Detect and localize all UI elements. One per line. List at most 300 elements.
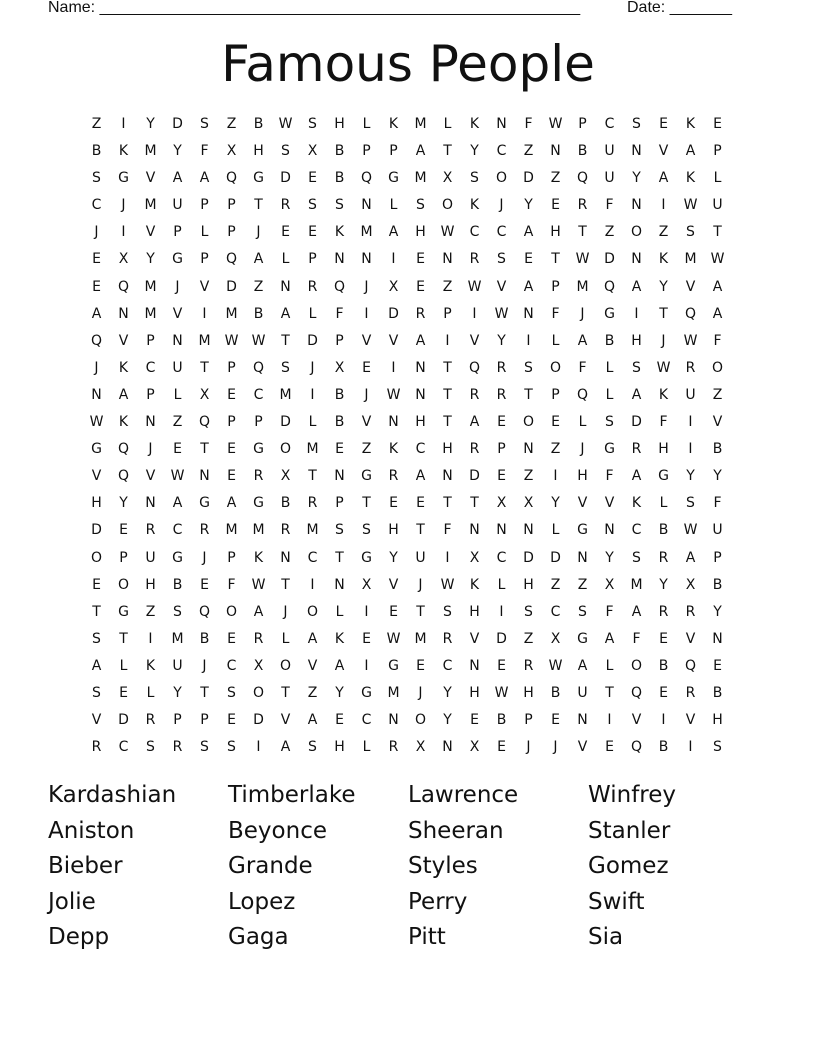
grid-letter: N bbox=[523, 522, 534, 539]
grid-letter: Q bbox=[576, 386, 589, 403]
grid-letter: R bbox=[145, 712, 156, 729]
grid-letter: M bbox=[306, 522, 319, 539]
grid-letter: S bbox=[146, 739, 155, 756]
grid-letter: W bbox=[683, 332, 698, 349]
grid-letter: X bbox=[118, 251, 129, 268]
grid-letter: B bbox=[712, 576, 723, 593]
grid-letter: T bbox=[443, 386, 452, 403]
grid-letter: V bbox=[577, 495, 588, 512]
grid-letter: E bbox=[416, 278, 425, 295]
grid-letter: G bbox=[253, 170, 264, 187]
grid-letter: Q bbox=[117, 278, 130, 295]
grid-letter: J bbox=[499, 197, 504, 214]
grid-letter: M bbox=[684, 251, 697, 268]
grid-letter: A bbox=[388, 224, 399, 241]
grid-letter: N bbox=[334, 251, 345, 268]
grid-letter: N bbox=[361, 197, 372, 214]
grid-letter: S bbox=[632, 116, 641, 132]
grid-letter: S bbox=[416, 197, 425, 214]
grid-letter: E bbox=[362, 630, 371, 647]
grid-letter: R bbox=[658, 549, 669, 566]
grid-letter: F bbox=[200, 143, 209, 160]
grid-letter: L bbox=[335, 603, 344, 620]
grid-letter: U bbox=[712, 197, 723, 214]
grid-letter: S bbox=[92, 170, 101, 187]
grid-letter: Y bbox=[713, 468, 722, 485]
grid-letter: Z bbox=[658, 224, 669, 241]
grid-letter: A bbox=[523, 224, 534, 241]
grid-letter: I bbox=[310, 386, 315, 403]
grid-letter: E bbox=[227, 441, 236, 458]
grid-letter: M bbox=[144, 278, 157, 295]
page-title: Famous People bbox=[221, 35, 595, 93]
grid-letter: W bbox=[251, 332, 266, 349]
grid-letter: P bbox=[200, 251, 209, 268]
grid-letter: R bbox=[307, 278, 318, 295]
grid-letter: P bbox=[146, 332, 155, 349]
grid-letter: N bbox=[199, 468, 210, 485]
grid-letter: N bbox=[442, 739, 453, 756]
grid-letter: Z bbox=[523, 143, 534, 160]
grid-letter: E bbox=[173, 441, 182, 458]
grid-letter: N bbox=[361, 251, 372, 268]
grid-letter: U bbox=[172, 197, 183, 214]
grid-letter: M bbox=[252, 522, 265, 539]
grid-letter: K bbox=[388, 116, 399, 132]
grid-letter: B bbox=[91, 143, 102, 160]
grid-letter: V bbox=[388, 332, 399, 349]
grid-letter: E bbox=[524, 251, 533, 268]
grid-letter: V bbox=[496, 278, 507, 295]
grid-letter: Q bbox=[225, 170, 238, 187]
grid-letter: W bbox=[440, 224, 455, 241]
grid-letter: D bbox=[280, 414, 291, 431]
grid-letter: Z bbox=[442, 278, 453, 295]
grid-letter: N bbox=[496, 522, 507, 539]
grid-letter: R bbox=[91, 739, 102, 756]
grid-letter: L bbox=[551, 332, 560, 349]
grid-letter: L bbox=[200, 224, 209, 241]
grid-letter: B bbox=[658, 739, 669, 756]
grid-letter: V bbox=[172, 305, 183, 322]
grid-letter: I bbox=[499, 603, 504, 620]
grid-letter: P bbox=[227, 414, 236, 431]
grid-letter: H bbox=[577, 468, 588, 485]
grid-letter: X bbox=[253, 657, 264, 674]
grid-letter: F bbox=[605, 603, 614, 620]
grid-letter: G bbox=[361, 684, 372, 701]
grid-letter: E bbox=[416, 495, 425, 512]
grid-letter: E bbox=[92, 251, 101, 268]
grid-letter: R bbox=[496, 386, 507, 403]
grid-letter: N bbox=[388, 712, 399, 729]
letter-grid bbox=[83, 111, 731, 761]
grid-letter: E bbox=[92, 576, 101, 593]
grid-letter: A bbox=[712, 278, 723, 295]
grid-letter: I bbox=[364, 603, 369, 620]
grid-letter: D bbox=[388, 305, 399, 322]
word-list-item: Bieber bbox=[48, 853, 123, 880]
grid-letter: R bbox=[523, 657, 534, 674]
grid-letter: C bbox=[361, 712, 372, 729]
grid-letter: L bbox=[119, 657, 128, 674]
grid-letter: G bbox=[388, 170, 399, 187]
grid-letter: V bbox=[91, 712, 102, 729]
grid-letter: A bbox=[631, 386, 642, 403]
grid-letter: T bbox=[362, 495, 371, 512]
grid-letter: Y bbox=[497, 332, 506, 349]
grid-letter: Y bbox=[173, 143, 182, 160]
grid-letter: J bbox=[121, 197, 126, 214]
grid-letter: P bbox=[308, 251, 317, 268]
grid-letter: W bbox=[386, 630, 401, 647]
word-list-item: Winfrey bbox=[588, 782, 677, 808]
grid-letter: E bbox=[659, 116, 668, 132]
grid-letter: X bbox=[307, 143, 318, 160]
grid-letter: R bbox=[415, 305, 426, 322]
grid-letter: R bbox=[685, 603, 696, 620]
word-list-item: Gaga bbox=[228, 924, 289, 951]
grid-letter: S bbox=[281, 143, 290, 160]
grid-letter: S bbox=[632, 549, 641, 566]
grid-letter: S bbox=[632, 359, 641, 376]
grid-letter: F bbox=[605, 197, 614, 214]
grid-letter: V bbox=[469, 332, 480, 349]
grid-letter: W bbox=[440, 576, 455, 593]
grid-letter: A bbox=[469, 414, 480, 431]
grid-letter: F bbox=[713, 332, 722, 349]
grid-letter: P bbox=[335, 495, 344, 512]
grid-letter: C bbox=[631, 522, 642, 539]
grid-letter: Y bbox=[335, 684, 344, 701]
grid-letter: T bbox=[308, 468, 317, 485]
grid-letter: H bbox=[523, 684, 534, 701]
grid-letter: F bbox=[632, 630, 641, 647]
grid-letter: Z bbox=[577, 576, 588, 593]
grid-letter: H bbox=[334, 116, 345, 132]
grid-letter: O bbox=[630, 224, 643, 241]
grid-letter: N bbox=[145, 495, 156, 512]
grid-letter: K bbox=[334, 224, 345, 241]
grid-letter: L bbox=[389, 197, 398, 214]
grid-letter: Z bbox=[145, 603, 156, 620]
grid-letter: A bbox=[415, 332, 426, 349]
grid-letter: N bbox=[469, 657, 480, 674]
grid-letter: Q bbox=[198, 603, 211, 620]
grid-letter: S bbox=[227, 739, 236, 756]
grid-letter: J bbox=[175, 278, 180, 295]
grid-letter: E bbox=[470, 712, 479, 729]
grid-letter: D bbox=[253, 712, 264, 729]
grid-letter: E bbox=[389, 603, 398, 620]
grid-letter: N bbox=[604, 522, 615, 539]
grid-letter: R bbox=[469, 441, 480, 458]
grid-letter: W bbox=[170, 468, 185, 485]
grid-letter: H bbox=[712, 712, 723, 729]
grid-letter: O bbox=[495, 170, 508, 187]
grid-letter: E bbox=[551, 712, 560, 729]
grid-letter: I bbox=[364, 305, 369, 322]
grid-letter: P bbox=[227, 224, 236, 241]
grid-letter: P bbox=[254, 414, 263, 431]
grid-letter: E bbox=[659, 684, 668, 701]
grid-letter: O bbox=[252, 684, 265, 701]
grid-letter: E bbox=[389, 495, 398, 512]
grid-letter: N bbox=[631, 197, 642, 214]
grid-letter: Q bbox=[684, 305, 697, 322]
grid-letter: Y bbox=[443, 684, 452, 701]
grid-letter: H bbox=[631, 332, 642, 349]
grid-letter: G bbox=[577, 630, 588, 647]
grid-letter: W bbox=[683, 197, 698, 214]
grid-letter: W bbox=[710, 251, 725, 268]
grid-letter: K bbox=[685, 170, 696, 187]
grid-letter: V bbox=[685, 712, 696, 729]
word-list-item: Beyonce bbox=[228, 817, 327, 844]
grid-letter: A bbox=[253, 251, 264, 268]
grid-letter: W bbox=[548, 657, 563, 674]
grid-letter: Y bbox=[605, 549, 614, 566]
grid-letter: N bbox=[118, 305, 129, 322]
grid-letter: T bbox=[605, 684, 614, 701]
grid-letter: J bbox=[661, 332, 666, 349]
grid-letter: V bbox=[118, 332, 129, 349]
grid-letter: P bbox=[551, 386, 560, 403]
word-list-item: Gomez bbox=[588, 853, 669, 880]
grid-letter: U bbox=[172, 657, 183, 674]
word-list bbox=[48, 778, 768, 956]
grid-letter: X bbox=[226, 143, 237, 160]
grid-letter: S bbox=[308, 197, 317, 214]
grid-letter: U bbox=[577, 684, 588, 701]
grid-letter: C bbox=[550, 603, 561, 620]
grid-letter: W bbox=[548, 116, 563, 132]
grid-letter: R bbox=[253, 468, 264, 485]
grid-letter: P bbox=[578, 116, 587, 132]
grid-letter: A bbox=[91, 657, 102, 674]
word-list-item: Sia bbox=[588, 924, 624, 951]
grid-letter: D bbox=[307, 332, 318, 349]
grid-letter: T bbox=[92, 603, 101, 620]
grid-letter: Y bbox=[146, 116, 155, 132]
grid-letter: Y bbox=[389, 549, 398, 566]
grid-letter: L bbox=[146, 684, 155, 701]
grid-letter: M bbox=[225, 305, 238, 322]
grid-letter: J bbox=[148, 441, 153, 458]
grid-letter: N bbox=[631, 251, 642, 268]
grid-letter: Z bbox=[523, 630, 534, 647]
grid-letter: I bbox=[607, 712, 612, 729]
grid-letter: E bbox=[200, 576, 209, 593]
grid-letter: N bbox=[523, 305, 534, 322]
grid-letter: V bbox=[361, 414, 372, 431]
grid-letter: E bbox=[308, 224, 317, 241]
grid-letter: E bbox=[281, 224, 290, 241]
grid-letter: T bbox=[713, 224, 722, 241]
grid-letter: V bbox=[199, 278, 210, 295]
grid-letter: Q bbox=[252, 359, 265, 376]
grid-letter: K bbox=[658, 251, 669, 268]
grid-letter: S bbox=[686, 495, 695, 512]
grid-letter: B bbox=[577, 143, 588, 160]
grid-letter: I bbox=[391, 251, 396, 268]
grid-letter: I bbox=[445, 332, 450, 349]
grid-letter: G bbox=[361, 468, 372, 485]
grid-letter: J bbox=[94, 224, 99, 241]
grid-letter: D bbox=[226, 278, 237, 295]
grid-letter: N bbox=[577, 549, 588, 566]
grid-letter: K bbox=[469, 116, 480, 132]
grid-letter: K bbox=[631, 495, 642, 512]
grid-letter: R bbox=[469, 251, 480, 268]
grid-letter: S bbox=[524, 359, 533, 376]
grid-letter: K bbox=[685, 116, 696, 132]
grid-letter: W bbox=[278, 116, 293, 132]
grid-letter: H bbox=[658, 441, 669, 458]
grid-letter: G bbox=[172, 549, 183, 566]
grid-letter: R bbox=[658, 603, 669, 620]
grid-letter: A bbox=[604, 630, 615, 647]
grid-letter: I bbox=[526, 332, 531, 349]
grid-letter: N bbox=[442, 251, 453, 268]
grid-letter: T bbox=[443, 414, 452, 431]
grid-letter: C bbox=[307, 549, 318, 566]
grid-letter: A bbox=[172, 495, 183, 512]
grid-letter: N bbox=[577, 712, 588, 729]
grid-letter: Z bbox=[550, 576, 561, 593]
grid-letter: U bbox=[685, 386, 696, 403]
grid-letter: H bbox=[550, 224, 561, 241]
grid-letter: V bbox=[145, 468, 156, 485]
grid-letter: S bbox=[605, 414, 614, 431]
grid-letter: M bbox=[144, 197, 157, 214]
grid-letter: L bbox=[362, 739, 371, 756]
grid-letter: O bbox=[414, 712, 427, 729]
word-list-item: Pitt bbox=[408, 924, 446, 951]
grid-letter: J bbox=[94, 359, 99, 376]
word-list-item: Styles bbox=[408, 853, 478, 880]
grid-letter: I bbox=[121, 224, 126, 241]
grid-letter: Z bbox=[523, 468, 534, 485]
grid-letter: G bbox=[253, 441, 264, 458]
grid-letter: M bbox=[171, 630, 184, 647]
grid-letter: A bbox=[631, 603, 642, 620]
grid-letter: Z bbox=[172, 414, 183, 431]
grid-letter: S bbox=[227, 684, 236, 701]
grid-letter: A bbox=[280, 305, 291, 322]
grid-letter: Q bbox=[225, 251, 238, 268]
grid-letter: H bbox=[469, 603, 480, 620]
grid-letter: U bbox=[145, 549, 156, 566]
grid-letter: I bbox=[661, 712, 666, 729]
grid-letter: Q bbox=[684, 657, 697, 674]
grid-letter: B bbox=[172, 576, 183, 593]
grid-letter: W bbox=[575, 251, 590, 268]
grid-letter: L bbox=[605, 657, 614, 674]
grid-letter: P bbox=[200, 712, 209, 729]
grid-letter: Y bbox=[524, 197, 533, 214]
grid-letter: T bbox=[443, 495, 452, 512]
grid-letter: Y bbox=[119, 495, 128, 512]
grid-letter: Z bbox=[361, 441, 372, 458]
grid-letter: X bbox=[469, 549, 480, 566]
grid-letter: B bbox=[712, 684, 723, 701]
grid-letter: E bbox=[497, 739, 506, 756]
grid-letter: P bbox=[713, 143, 722, 160]
grid-letter: V bbox=[361, 332, 372, 349]
grid-letter: B bbox=[658, 657, 669, 674]
grid-letter: J bbox=[580, 305, 585, 322]
grid-letter: S bbox=[308, 739, 317, 756]
grid-letter: A bbox=[577, 657, 588, 674]
grid-letter: B bbox=[496, 712, 507, 729]
grid-letter: T bbox=[416, 603, 425, 620]
grid-letter: S bbox=[362, 522, 371, 539]
grid-letter: I bbox=[472, 305, 477, 322]
grid-letter: A bbox=[685, 549, 696, 566]
grid-letter: Z bbox=[91, 116, 102, 132]
grid-letter: B bbox=[658, 522, 669, 539]
grid-letter: V bbox=[145, 170, 156, 187]
grid-letter: F bbox=[605, 468, 614, 485]
grid-letter: K bbox=[658, 386, 669, 403]
grid-letter: B bbox=[253, 305, 264, 322]
grid-letter: O bbox=[711, 359, 724, 376]
grid-letter: X bbox=[361, 576, 372, 593]
grid-letter: G bbox=[91, 441, 102, 458]
grid-letter: I bbox=[310, 576, 315, 593]
grid-letter: P bbox=[389, 143, 398, 160]
grid-letter: J bbox=[202, 657, 207, 674]
grid-letter: P bbox=[524, 712, 533, 729]
grid-letter: B bbox=[253, 116, 264, 132]
word-list-item: Kardashian bbox=[48, 782, 177, 808]
grid-letter: N bbox=[388, 414, 399, 431]
grid-letter: T bbox=[254, 197, 263, 214]
word-list-item: Lawrence bbox=[408, 782, 519, 808]
grid-letter: Q bbox=[360, 170, 373, 187]
grid-letter: H bbox=[415, 224, 426, 241]
word-list-item: Grande bbox=[228, 853, 313, 880]
grid-letter: L bbox=[173, 386, 182, 403]
grid-letter: H bbox=[523, 576, 534, 593]
grid-letter: C bbox=[496, 549, 507, 566]
grid-letter: D bbox=[523, 170, 534, 187]
grid-letter: T bbox=[578, 224, 587, 241]
grid-letter: X bbox=[388, 278, 399, 295]
grid-letter: P bbox=[362, 143, 371, 160]
grid-letter: A bbox=[118, 386, 129, 403]
grid-letter: N bbox=[469, 522, 480, 539]
grid-letter: X bbox=[469, 739, 480, 756]
grid-letter: N bbox=[442, 468, 453, 485]
grid-letter: N bbox=[280, 278, 291, 295]
word-list-item: Swift bbox=[588, 888, 645, 915]
grid-letter: V bbox=[91, 468, 102, 485]
grid-letter: P bbox=[497, 441, 506, 458]
grid-letter: O bbox=[279, 441, 292, 458]
grid-letter: O bbox=[279, 657, 292, 674]
grid-letter: Q bbox=[90, 332, 103, 349]
grid-letter: O bbox=[117, 576, 130, 593]
word-list-item: Lopez bbox=[228, 888, 296, 915]
grid-letter: E bbox=[497, 414, 506, 431]
grid-letter: A bbox=[631, 278, 642, 295]
grid-letter: G bbox=[172, 251, 183, 268]
grid-letter: M bbox=[198, 332, 211, 349]
grid-letter: A bbox=[712, 305, 723, 322]
grid-letter: C bbox=[172, 522, 183, 539]
